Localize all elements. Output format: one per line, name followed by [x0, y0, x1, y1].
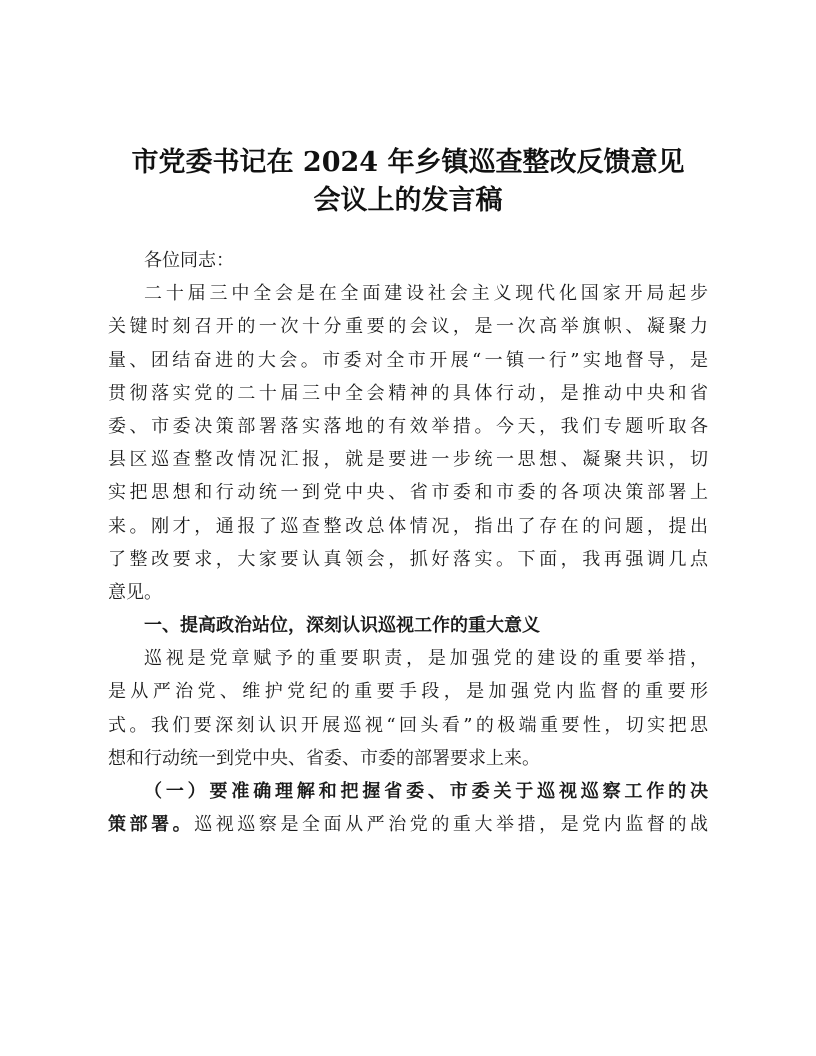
salutation: 各位同志： — [144, 250, 234, 271]
section-heading: 一、提高政治站位，深刻认识巡视工作的重大意义 — [144, 615, 540, 637]
paragraph-line: 二十届三中全会是在全面建设社会主义现代化国家开局起步 — [144, 283, 708, 305]
paragraph-line: 是从严治党、维护党纪的重要手段，是加强党内监督的重要形 — [108, 681, 708, 703]
subsection-heading: （一）要准确理解和把握省委、市委关于巡视巡察工作的决 — [144, 781, 708, 802]
paragraph-line: 式。我们要深刻认识开展巡视“回头看”的极端重要性，切实把思 — [108, 714, 708, 736]
title-line-1: 市党委书记在 2024 年乡镇巡查整改反馈意见 — [131, 147, 685, 178]
paragraph-line: 意见。 — [108, 581, 162, 603]
paragraph-line: 量、团结奋进的大会。市委对全市开展“一镇一行”实地督导，是 — [108, 349, 708, 371]
document-body — [108, 244, 708, 841]
paragraph-line: 巡视是党章赋予的重要职责，是加强党的建设的重要举措， — [144, 648, 708, 670]
paragraph-line: 来。刚才，通报了巡查整改总体情况，指出了存在的问题，提出 — [108, 515, 708, 537]
paragraph-line: 县区巡查整改情况汇报，就是要进一步统一思想、凝聚共识，切 — [108, 449, 708, 471]
paragraph-line: 策部署。巡视巡察是全面从严治党的重大举措，是党内监督的战 — [108, 814, 708, 836]
paragraph-line: 实把思想和行动统一到党中央、省市委和市委的各项决策部署上 — [108, 482, 708, 504]
paragraph-line: 关键时刻召开的一次十分重要的会议，是一次高举旗帜、凝聚力 — [108, 316, 708, 338]
paragraph-line: 想和行动统一到党中央、省委、市委的部署要求上来。 — [108, 747, 540, 769]
title-line-2: 会议上的发言稿 — [313, 185, 503, 216]
document-title — [100, 144, 716, 220]
paragraph-line: 了整改要求，大家要认真领会，抓好落实。下面，我再强调几点 — [108, 548, 708, 570]
paragraph-line: 贯彻落实党的二十届三中全会精神的具体行动，是推动中央和省 — [108, 382, 708, 404]
subsection-heading-cont: 策部署。 — [108, 814, 195, 836]
paragraph-line: 委、市委决策部署落实落地的有效举措。今天，我们专题听取各 — [108, 415, 708, 437]
